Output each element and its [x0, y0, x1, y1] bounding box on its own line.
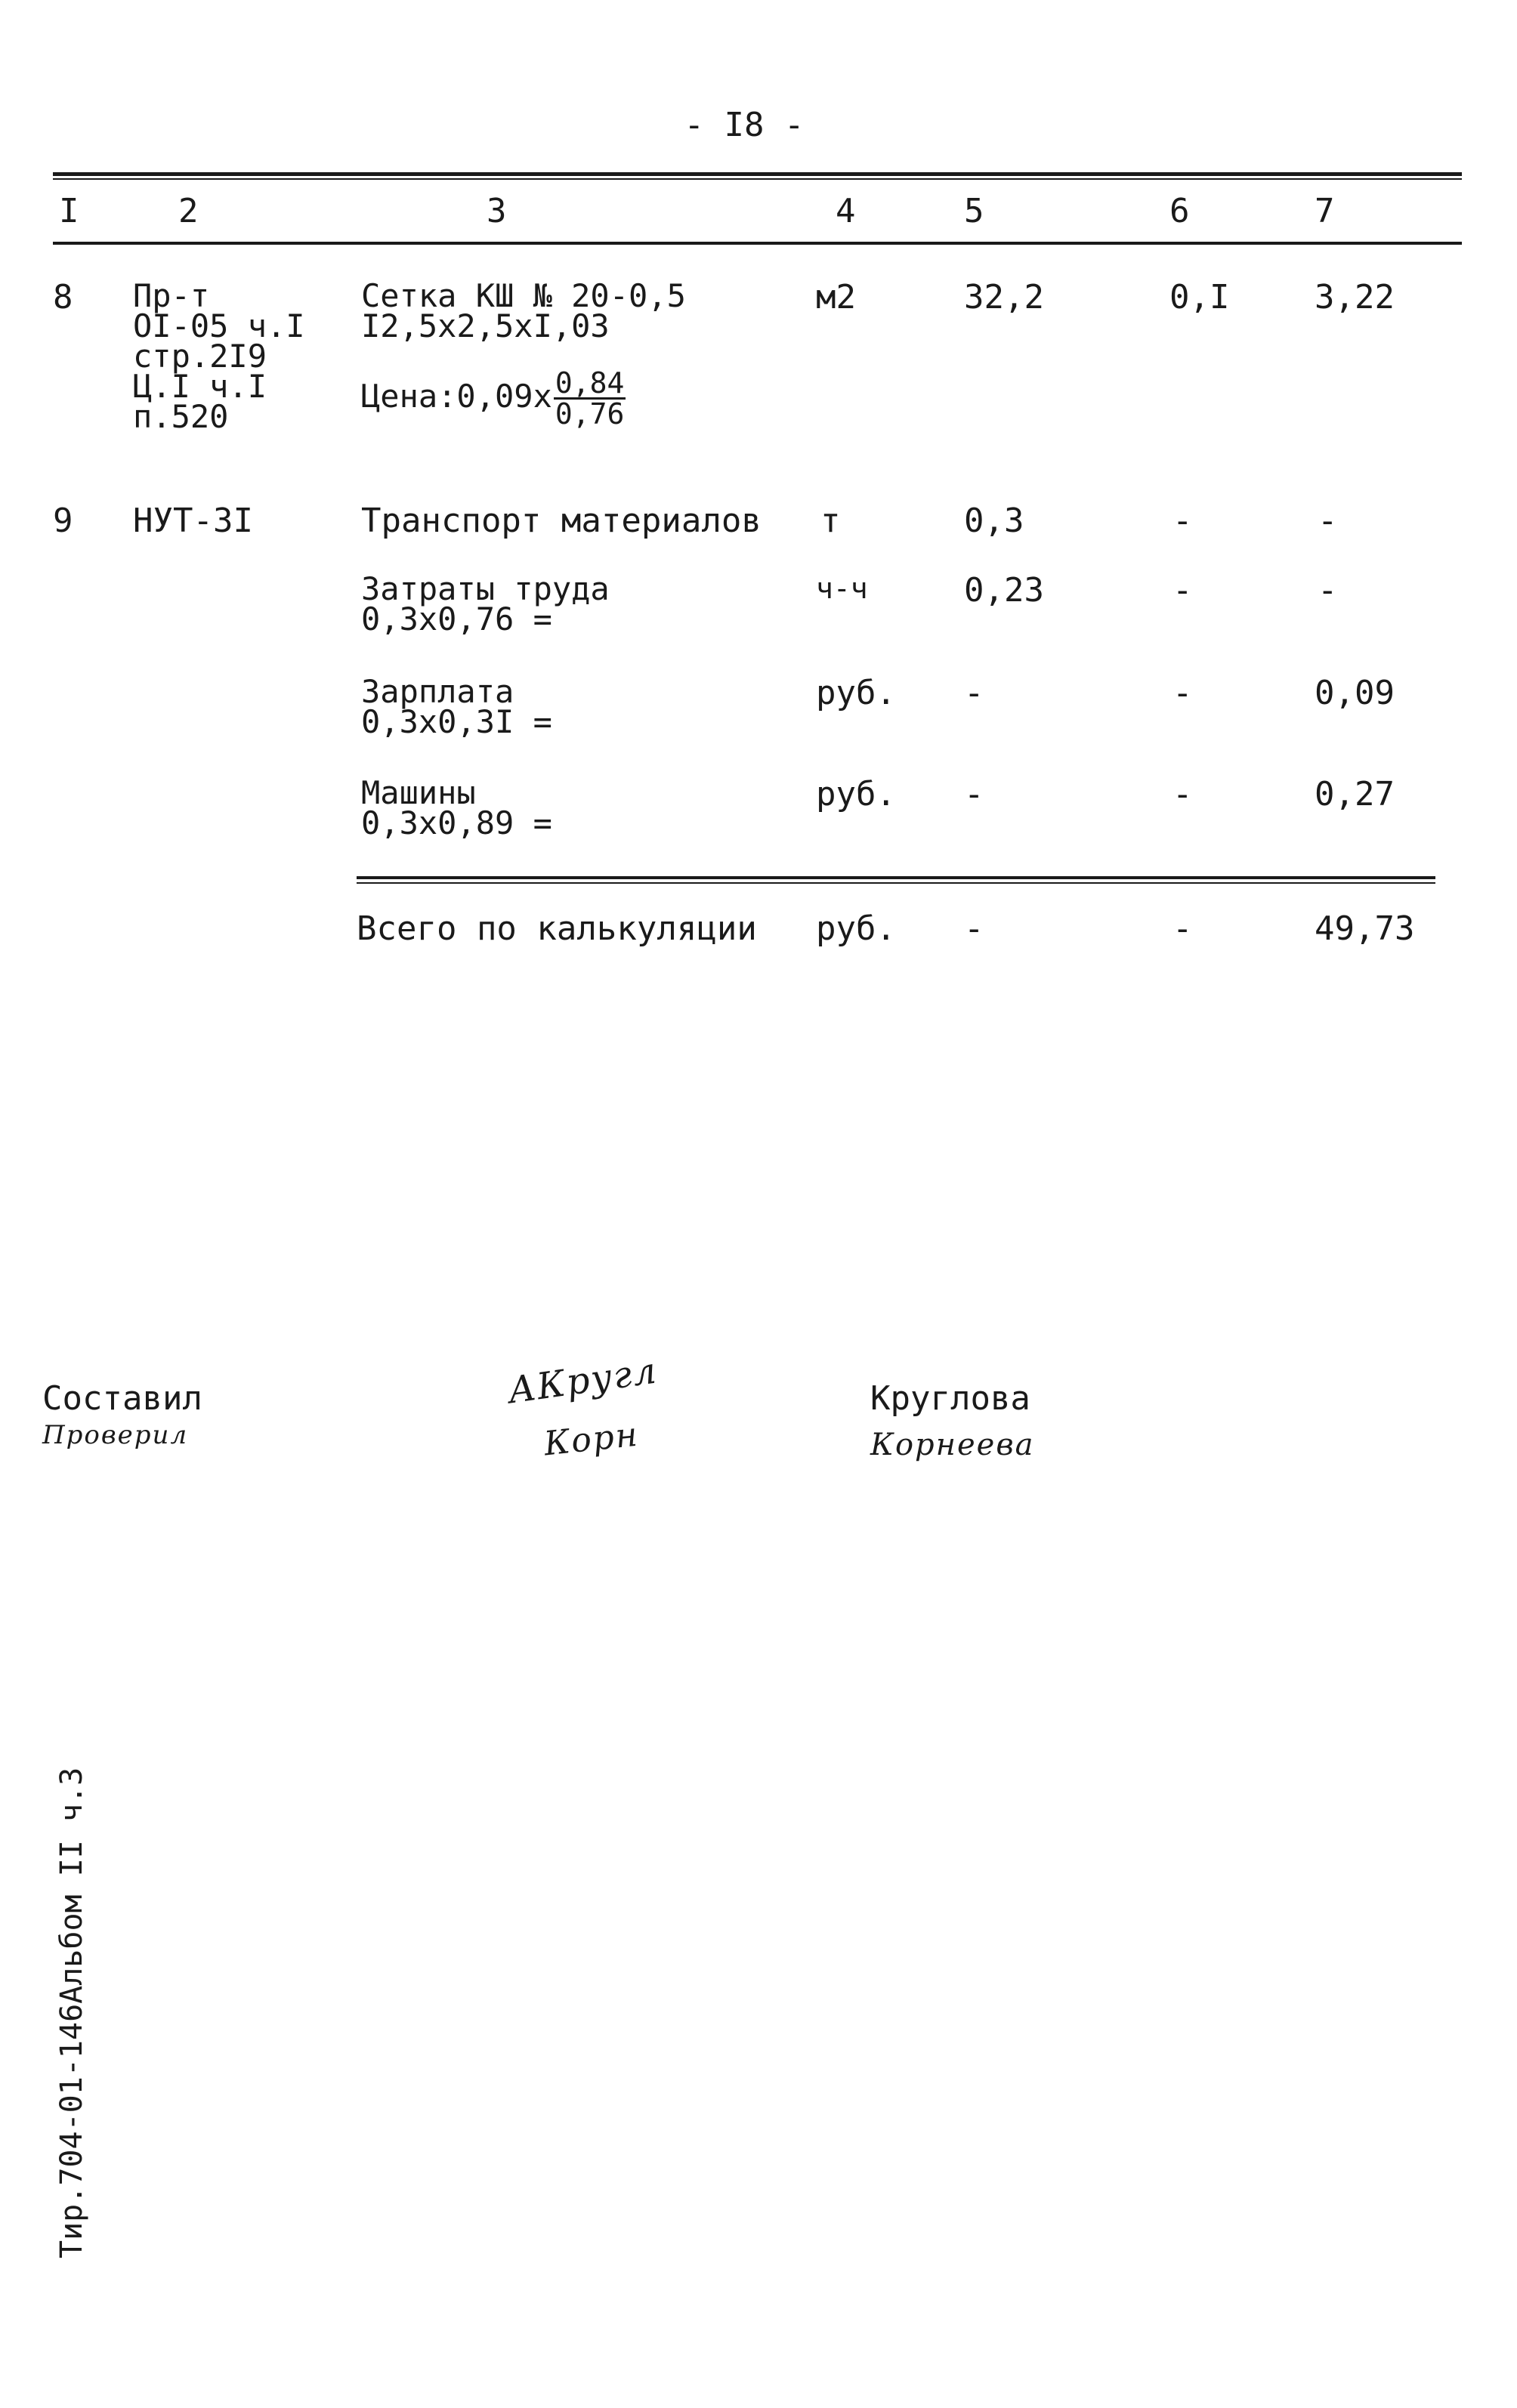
row-9-labor-desc	[361, 570, 610, 638]
row-9-machines-desc	[361, 774, 552, 841]
row-9-salary-desc-line: 0,3х0,3I =	[361, 702, 552, 740]
header-col-6: 6	[1169, 192, 1190, 230]
row-9-transport-col6: -	[1173, 502, 1193, 540]
row-8-desc-line: Сетка КШ № 20-0,5	[361, 277, 686, 314]
row-8-number: 8	[53, 278, 73, 316]
row-9-salary-desc	[361, 673, 552, 740]
row-8-ref-line: OI-05 ч.I	[133, 307, 305, 344]
row-9-labor-col6: -	[1173, 571, 1193, 610]
row-8-description	[361, 277, 686, 344]
table-top-rule-thin	[53, 178, 1462, 180]
row-8-ref-line: стр.2I9	[133, 337, 267, 375]
row-9-labor-desc-line: Затраты труда	[361, 570, 610, 607]
row-9-machines-desc-line: 0,3х0,89 =	[361, 804, 552, 841]
row-9-ref: НУТ-3I	[133, 502, 253, 540]
compiled-by-label: Составил	[42, 1379, 202, 1418]
row-9-transport-desc: Транспорт материалов	[361, 502, 762, 540]
row-8-col6: 0,I	[1169, 278, 1230, 316]
total-label: Всего по калькуляции	[357, 909, 757, 948]
row-9-machines-col5: -	[964, 775, 984, 813]
header-col-2: 2	[178, 192, 199, 230]
row-8-desc-line: I2,5х2,5хI,03	[361, 307, 610, 344]
row-9-transport-col5: 0,3	[964, 502, 1024, 540]
signature-checked: Корн	[542, 1415, 641, 1464]
checked-by-name: Корнеева	[870, 1428, 1035, 1462]
row-9-machines-unit: руб.	[816, 775, 896, 813]
total-unit: руб.	[816, 909, 896, 948]
row-8-col5: 32,2	[964, 278, 1044, 316]
row-9-salary-unit: руб.	[816, 674, 896, 712]
row-9-salary-col5: -	[964, 674, 984, 712]
row-9-number: 9	[53, 502, 73, 540]
margin-note: Тир.704-01-146Альбом II ч.3	[54, 1767, 89, 2258]
row-9-labor-unit: ч-ч	[816, 572, 868, 605]
header-col-7: 7	[1315, 192, 1335, 230]
compiled-by-name: Круглова	[870, 1379, 1030, 1418]
total-separator-rule-thin	[357, 882, 1435, 884]
header-col-5: 5	[964, 192, 984, 230]
header-col-3: 3	[487, 192, 507, 230]
total-separator-rule	[357, 876, 1435, 879]
row-8-price	[361, 366, 626, 431]
page-number: - I8 -	[684, 106, 805, 144]
row-9-transport-col7: -	[1318, 502, 1338, 540]
row-8-ref-line: п.520	[133, 397, 229, 435]
row-9-salary-col6: -	[1173, 674, 1193, 712]
row-8-unit: м2	[816, 278, 856, 316]
header-bottom-rule	[53, 242, 1462, 245]
row-8-col7: 3,22	[1315, 278, 1395, 316]
row-8-ref-line: Ц.I ч.I	[133, 367, 267, 405]
row-8-ref-line: Пр-т	[133, 277, 210, 314]
row-9-salary-desc-line: Зарплата	[361, 673, 514, 710]
row-9-labor-col5: 0,23	[964, 571, 1044, 610]
row-8-price-numerator: 0,84	[555, 366, 625, 400]
header-col-1: I	[59, 192, 79, 230]
row-9-machines-col7: 0,27	[1315, 775, 1395, 813]
signature-compiled: АКругл	[505, 1349, 660, 1412]
row-8-price-fraction	[554, 366, 626, 431]
row-9-transport-unit: т	[820, 502, 841, 540]
row-9-salary-col7: 0,09	[1315, 674, 1395, 712]
row-9-labor-desc-line: 0,3х0,76 =	[361, 600, 552, 638]
total-col7: 49,73	[1315, 909, 1415, 948]
table-top-rule	[53, 172, 1462, 176]
row-9-labor-col7: -	[1318, 571, 1338, 610]
total-col6: -	[1173, 909, 1193, 948]
row-9-machines-desc-line: Машины	[361, 774, 476, 811]
total-col5: -	[964, 909, 984, 948]
row-8-price-denominator: 0,76	[555, 397, 625, 431]
row-9-machines-col6: -	[1173, 775, 1193, 813]
header-col-4: 4	[836, 192, 856, 230]
row-8-price-prefix: Цена:0,09х	[361, 378, 552, 415]
row-8-ref	[133, 277, 305, 435]
checked-by-label: Проверил	[42, 1420, 189, 1450]
